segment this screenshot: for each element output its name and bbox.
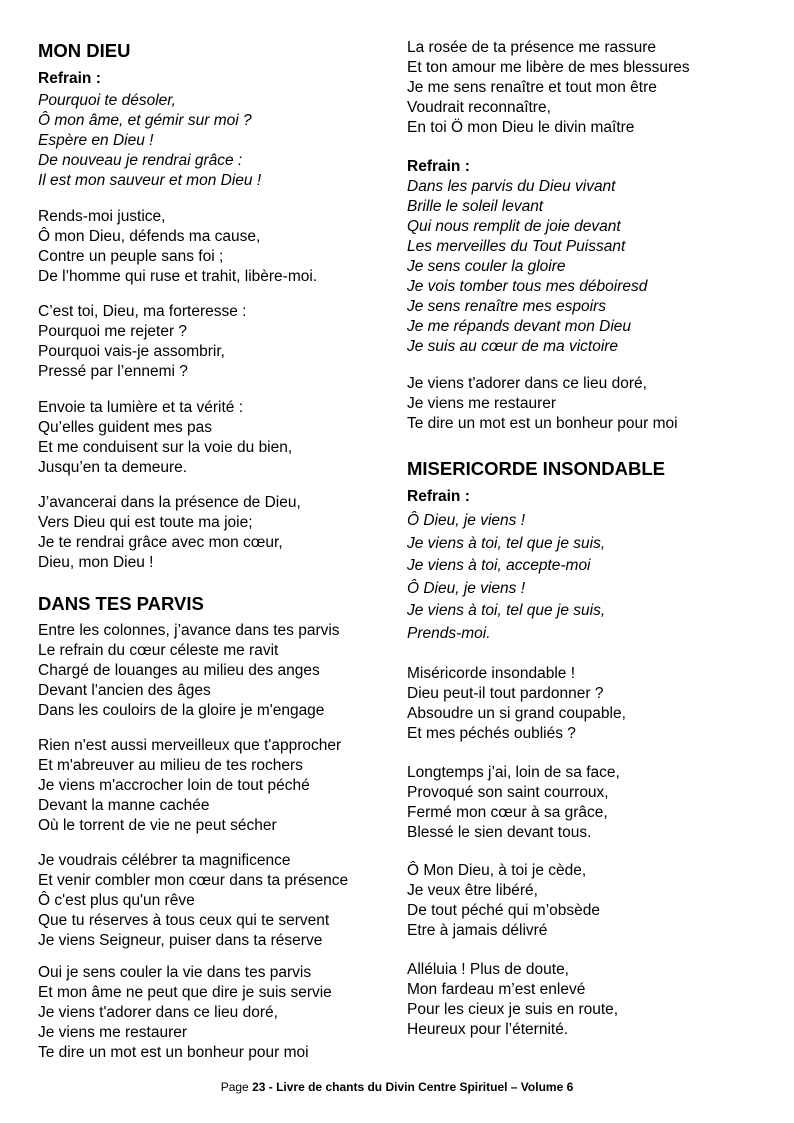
- lyric-line: Prends-moi.: [407, 624, 491, 642]
- lyric-line: Je viens à toi, tel que je suis,: [407, 534, 606, 552]
- lyric-line: Je viens t'adorer dans ce lieu doré,: [38, 1004, 278, 1021]
- lyric-line: De tout péché qui m’obsède: [407, 902, 601, 919]
- lyric-line: Et me conduisent sur la voie du bien,: [38, 439, 293, 456]
- stanza: [407, 763, 620, 843]
- stanza: [38, 493, 301, 573]
- lyric-line: Ô mon Dieu, défends ma cause,: [38, 228, 261, 245]
- lyric-line: Fermé mon cœur à sa grâce,: [407, 804, 608, 821]
- lyric-line: Dans les couloirs de la gloire je m'engage: [38, 702, 325, 719]
- stanza: [38, 851, 348, 951]
- lyric-line: Je viens à toi, accepte-moi: [407, 557, 591, 575]
- lyric-line: Je suis au cœur de ma victoire: [407, 338, 619, 355]
- lyric-line: La rosée de ta présence me rassure: [407, 39, 656, 56]
- lyric-line: Et mes péchés oubliés ?: [407, 725, 576, 742]
- lyric-line: Je voudrais célébrer ta magnificence: [38, 852, 291, 869]
- lyric-line: Entre les colonnes, j’avance dans tes parvis: [38, 622, 340, 639]
- lyric-line: Vers Dieu qui est toute ma joie;: [38, 514, 253, 531]
- lyric-line: Pourquoi te désoler,: [38, 92, 176, 109]
- lyric-line: De nouveau je rendrai grâce :: [38, 152, 243, 169]
- lyric-line: Les merveilles du Tout Puissant: [407, 238, 626, 255]
- song-title: MON DIEU: [38, 40, 131, 61]
- lyric-line: Chargé de louanges au milieu des anges: [38, 662, 320, 679]
- song-title: DANS TES PARVIS: [38, 593, 204, 614]
- lyric-line: Pourquoi me rejeter ?: [38, 323, 188, 340]
- lyric-line: Voudrait reconnaître,: [407, 99, 551, 116]
- lyric-line: Qui nous remplit de joie devant: [407, 218, 621, 235]
- lyric-line: Pressé par l’ennemi ?: [38, 363, 188, 380]
- lyric-line: C’est toi, Dieu, ma forteresse :: [38, 303, 247, 320]
- lyric-line: Pourquoi vais-je assombrir,: [38, 343, 225, 360]
- lyric-line: Oui je sens couler la vie dans tes parvis: [38, 964, 312, 981]
- lyric-line: Etre à jamais délivré: [407, 922, 548, 939]
- lyric-line: Heureux pour l’éternité.: [407, 1021, 569, 1038]
- stanza: [38, 398, 292, 478]
- footer-prefix: Page: [220, 1080, 253, 1094]
- lyric-line: Et mon âme ne peut que dire je suis servie: [38, 984, 332, 1001]
- lyric-line: J’avancerai dans la présence de Dieu,: [38, 494, 301, 511]
- lyric-line: Je viens t'adorer dans ce lieu doré,: [407, 375, 647, 392]
- lyric-line: Ô Dieu, je viens !: [407, 579, 526, 597]
- lyric-line: Dans les parvis du Dieu vivant: [407, 178, 616, 195]
- stanza: [407, 861, 600, 941]
- lyric-line: Je viens me restaurer: [407, 395, 557, 412]
- lyric-line: Et m'abreuver au milieu de tes rochers: [38, 757, 303, 774]
- lyric-line: Dieu peut-il tout pardonner ?: [407, 685, 604, 702]
- stanza: [407, 38, 690, 138]
- song-title: MISERICORDE INSONDABLE: [407, 458, 665, 479]
- refrain-label: Refrain :: [407, 158, 470, 175]
- lyric-line: Te dire un mot est un bonheur pour moi: [38, 1044, 309, 1061]
- lyric-line: Qu’elles guident mes pas: [38, 419, 213, 436]
- stanza: [407, 960, 618, 1040]
- lyric-line: Je veux être libéré,: [407, 882, 538, 899]
- lyric-line: Brille le soleil levant: [407, 198, 544, 215]
- book-title: - Livre de chants du Divin Centre Spirituel – Volume 6: [265, 1080, 574, 1094]
- lyric-line: Je viens Seigneur, puiser dans ta réserve: [38, 932, 323, 949]
- stanza: [407, 664, 626, 744]
- refrain: [407, 510, 605, 646]
- lyric-line: Miséricorde insondable !: [407, 665, 576, 682]
- stanza: [38, 963, 332, 1063]
- lyric-line: Contre un peuple sans foi ;: [38, 248, 224, 265]
- lyric-line: Pour les cieux je suis en route,: [407, 1001, 619, 1018]
- stanza: [407, 374, 678, 434]
- lyric-line: Absoudre un si grand coupable,: [407, 705, 626, 722]
- lyric-line: Jusqu’en ta demeure.: [38, 459, 188, 476]
- lyric-line: Devant la manne cachée: [38, 797, 210, 814]
- lyric-line: Et ton amour me libère de mes blessures: [407, 59, 690, 76]
- lyric-line: Rien n'est aussi merveilleux que t'approcher: [38, 737, 342, 754]
- stanza: [38, 207, 317, 287]
- lyric-line: Envoie ta lumière et ta vérité :: [38, 399, 244, 416]
- stanza: [38, 621, 340, 721]
- lyric-line: De l’homme qui ruse et trahit, libère-moi.: [38, 268, 318, 285]
- page-number: 23: [252, 1080, 266, 1094]
- lyric-line: Rends-moi justice,: [38, 208, 166, 225]
- lyric-line: Je me répands devant mon Dieu: [407, 318, 632, 335]
- lyric-line: Je sens couler la gloire: [407, 258, 566, 275]
- lyric-line: Ô c'est plus qu'un rêve: [38, 892, 195, 909]
- lyric-line: Provoqué son saint courroux,: [407, 784, 609, 801]
- lyric-line: Où le torrent de vie ne peut sécher: [38, 817, 277, 834]
- lyric-line: Blessé le sien devant tous.: [407, 824, 592, 841]
- lyric-line: Te dire un mot est un bonheur pour moi: [407, 415, 678, 432]
- lyric-line: Le refrain du cœur céleste me ravit: [38, 642, 279, 659]
- lyric-line: Je viens me restaurer: [38, 1024, 188, 1041]
- lyric-line: Ô mon âme, et gémir sur moi ?: [38, 112, 252, 129]
- lyric-line: Je viens m'accrocher loin de tout péché: [38, 777, 310, 794]
- lyric-line: Ô Dieu, je viens !: [407, 512, 526, 529]
- lyric-line: Devant l'ancien des âges: [38, 682, 211, 699]
- lyric-line: Et venir combler mon cœur dans ta présence: [38, 872, 349, 889]
- lyric-line: En toi Ö mon Dieu le divin maître: [407, 119, 635, 136]
- lyric-line: Mon fardeau m’est enlevé: [407, 981, 586, 998]
- refrain-label: Refrain :: [38, 70, 101, 87]
- lyric-line: Je viens à toi, tel que je suis,: [407, 602, 606, 620]
- stanza: [38, 302, 246, 382]
- lyric-line: Je me sens renaître et tout mon être: [407, 79, 657, 96]
- lyric-line: Espère en Dieu !: [38, 132, 154, 149]
- refrain-label: Refrain :: [407, 488, 470, 505]
- lyric-line: Je te rendrai grâce avec mon cœur,: [38, 534, 283, 551]
- lyric-line: Que tu réserves à tous ceux qui te servent: [38, 912, 330, 929]
- lyric-line: Je vois tomber tous mes déboiresd: [407, 278, 648, 295]
- lyric-line: Je sens renaître mes espoirs: [407, 298, 607, 315]
- refrain: [38, 91, 261, 191]
- lyric-line: Il est mon sauveur et mon Dieu !: [38, 172, 262, 189]
- lyric-line: Alléluia ! Plus de doute,: [407, 961, 569, 978]
- stanza: [38, 736, 341, 836]
- refrain: [407, 177, 647, 357]
- lyric-line: Longtemps j’ai, loin de sa face,: [407, 764, 620, 781]
- lyric-line: Ô Mon Dieu, à toi je cède,: [407, 862, 587, 879]
- page-footer: [0, 1079, 794, 1095]
- lyric-line: Dieu, mon Dieu !: [38, 554, 154, 571]
